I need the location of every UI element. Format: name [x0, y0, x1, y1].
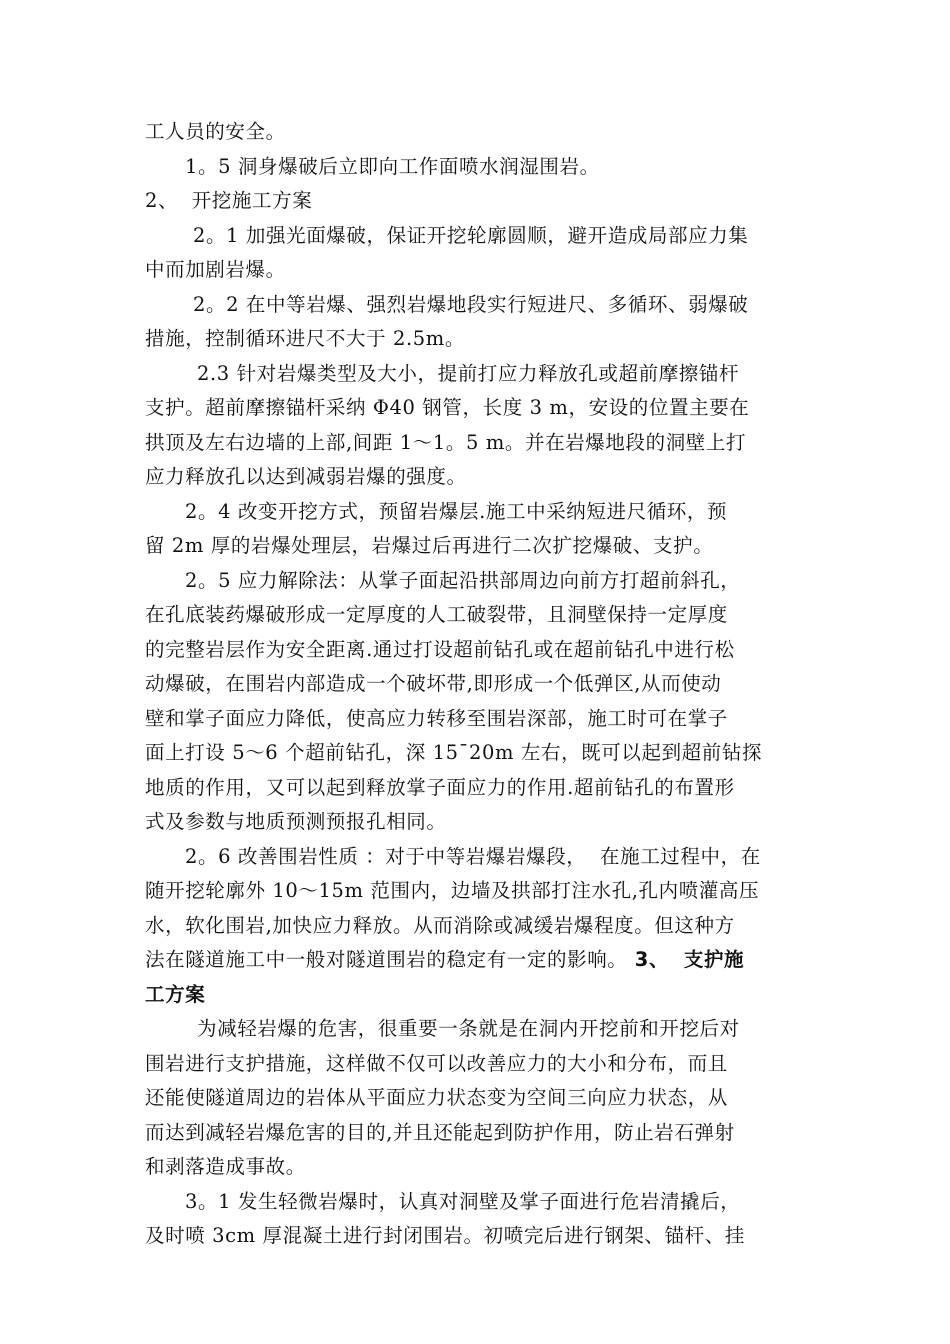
text-line-content: 动爆破，在围岩内部造成一个破坏带,即形成一个低弹区,从而使动: [145, 672, 722, 695]
text-line: [145, 1081, 810, 1116]
text-line: [145, 426, 810, 461]
text-line: [145, 529, 810, 564]
text-line: [145, 184, 810, 219]
text-line: [145, 564, 810, 599]
text-line-content: 法在隧道施工中一般对隧道围岩的稳定有一定的影响。: [145, 948, 628, 971]
text-line: [145, 1219, 810, 1254]
text-line-content: 2。2 在中等岩爆、强烈岩爆地段实行短进尺、多循环、弱爆破: [193, 292, 749, 316]
text-line-content: 围岩进行支护措施，这样做不仅可以改善应力的大小和分布，而且: [145, 1051, 728, 1075]
text-line: [145, 1012, 810, 1047]
text-line-content: 中而加剧岩爆。: [145, 258, 286, 281]
text-line-content: 为减轻岩爆的危害，很重要一条就是在洞内开挖前和开挖后对: [197, 1017, 740, 1040]
text-line: [145, 978, 810, 1013]
text-line: [145, 288, 810, 323]
text-line-content: 措施，控制循环进尺不大于 2.5m。: [145, 327, 466, 350]
text-line: [145, 150, 810, 185]
text-line: [145, 598, 810, 633]
text-line: [145, 219, 810, 254]
text-line-content: 2、 开挖施工方案: [145, 189, 313, 212]
text-line-content: 1。5 洞身爆破后立即向工作面喷水润湿围岩。: [185, 154, 600, 178]
text-line: [145, 1150, 810, 1185]
text-line-content: 留 2m 厚的岩爆处理层，岩爆过后再进行二次扩挖爆破、支护。: [145, 534, 714, 557]
text-line: [145, 391, 810, 426]
text-line: [145, 633, 810, 668]
text-line: [145, 736, 810, 771]
text-line: [145, 322, 810, 357]
text-line-content: 2。6 改善围岩性质 ：对于中等岩爆岩爆段， 在施工过程中，在: [185, 844, 761, 868]
text-line: [145, 1116, 810, 1151]
text-line-content: 地质的作用，又可以起到释放掌子面应力的作用.超前钻孔的布置形: [145, 775, 735, 799]
text-line-content: 及时喷 3cm 厚混凝土进行封闭围岩。初喷完后进行钢架、锚杆、挂: [145, 1224, 745, 1247]
text-line-content: 式及参数与地质预测预报孔相同。: [145, 810, 447, 833]
text-line-content: 2。4 改变开挖方式，预留岩爆层.施工中采纳短进尺循环，预: [185, 499, 728, 523]
text-line: [145, 667, 810, 702]
text-line-content: 工人员的安全。: [145, 120, 286, 143]
text-line-content: 2。1 加强光面爆破，保证开挖轮廓圆顺，避开造成局部应力集: [193, 223, 749, 247]
text-line: [145, 909, 810, 944]
document-page: [145, 115, 810, 1254]
text-line: [145, 840, 810, 875]
text-line-content: 面上打设 5～6 个超前钻孔，深 15¯20m 左右，既可以起到超前钻探: [145, 741, 763, 764]
text-line-content: 3。1 发生轻微岩爆时，认真对洞壁及掌子面进行危岩清撬后，: [185, 1189, 741, 1213]
text-line-content: 和剥落造成事故。: [145, 1155, 306, 1178]
text-line-content: 壁和掌子面应力降低，使高应力转移至围岩深部，施工时可在掌子: [145, 706, 728, 730]
text-line: [145, 1185, 810, 1220]
text-line-content: 在孔底装药爆破形成一定厚度的人工破裂带，且洞壁保持一定厚度: [145, 603, 728, 626]
text-line: [145, 115, 810, 150]
text-line-content: 支护。超前摩擦锚杆采纳 Φ40 钢管，长度 3 m，安设的位置主要在: [145, 396, 750, 419]
section-heading: 3、 支护施: [627, 948, 745, 971]
text-line: [145, 1047, 810, 1082]
text-line-content: 2。5 应力解除法：从掌子面起沿拱部周边向前方打超前斜孔，: [185, 568, 741, 592]
text-line-content: 2.3 针对岩爆类型及大小，提前打应力释放孔或超前摩擦锚杆: [197, 361, 740, 385]
text-line-content: 还能使隧道周边的岩体从平面应力状态变为空间三向应力状态，从: [145, 1086, 728, 1109]
text-line-content: 而达到减轻岩爆危害的目的,并且还能起到防护作用，防止岩石弹射: [145, 1120, 735, 1144]
text-line: [145, 702, 810, 737]
text-line: [145, 357, 810, 392]
text-line: [145, 943, 810, 978]
text-line-content: 工方案: [145, 982, 206, 1006]
text-line-content: 随开挖轮廓外 10～15m 范围内，边墙及拱部打注水孔,孔内喷灌高压: [145, 879, 760, 902]
text-line: [145, 805, 810, 840]
text-line: [145, 771, 810, 806]
text-line-content: 的完整岩层作为安全距离.通过打设超前钻孔或在超前钻孔中进行松: [145, 637, 735, 661]
text-line-content: 水，软化围岩,加快应力释放。从而消除或减缓岩爆程度。但这种方: [145, 913, 735, 937]
text-line: [145, 495, 810, 530]
text-line-content: 拱顶及左右边墙的上部,间距 1～1。5 m。并在岩爆地段的洞壁上打: [145, 430, 747, 454]
text-line: [145, 253, 810, 288]
text-line-content: 应力释放孔以达到减弱岩爆的强度。: [145, 465, 467, 488]
text-line: [145, 460, 810, 495]
text-line: [145, 874, 810, 909]
